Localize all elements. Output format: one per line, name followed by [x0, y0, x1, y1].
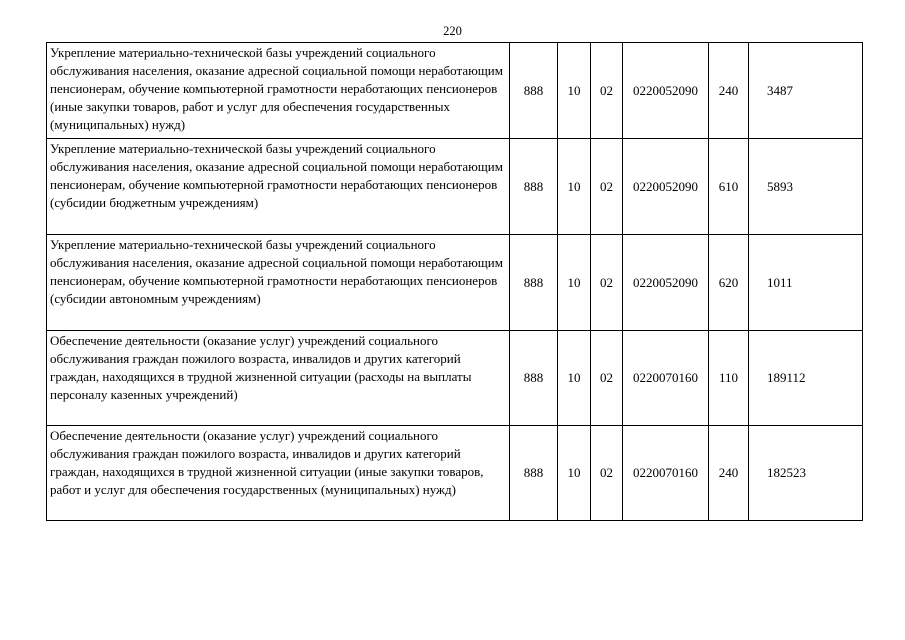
subsection-code: 02: [591, 235, 623, 331]
amount: 3487: [749, 43, 863, 139]
ministry-code: 888: [510, 235, 558, 331]
table-row: [47, 139, 863, 235]
budget-table: [46, 42, 863, 521]
row-description: Укрепление материально-технической базы учреждений социального обслуживания населения, оказание адресной социальной помощи неработающим пенсионерам, обучение компьютерной грамотности неработающих пенсионеров (субсидии бюджетным учреждениям): [47, 139, 510, 235]
subsection-code: 02: [591, 139, 623, 235]
ministry-code: 888: [510, 43, 558, 139]
expense-type-code: 110: [709, 331, 749, 426]
subsection-code: 02: [591, 43, 623, 139]
section-code: 10: [558, 426, 591, 521]
target-code: 0220052090: [623, 139, 709, 235]
row-description: Укрепление материально-технической базы учреждений социального обслуживания населения, оказание адресной социальной помощи неработающим пенсионерам, обучение компьютерной грамотности неработающих пенсионеров (субсидии автономным учреждениям): [47, 235, 510, 331]
table-row: [47, 235, 863, 331]
row-description: Обеспечение деятельности (оказание услуг) учреждений социального обслуживания граждан пожилого возраста, инвалидов и других категорий граждан, находящихся в трудной жизненной ситуации (расходы на выплаты персоналу казенных учреждений): [47, 331, 510, 426]
expense-type-code: 620: [709, 235, 749, 331]
section-code: 10: [558, 235, 591, 331]
row-description: Обеспечение деятельности (оказание услуг) учреждений социального обслуживания граждан пожилого возраста, инвалидов и других категорий граждан, находящихся в трудной жизненной ситуации (иные закупки товаров, работ и услуг для обеспечения государственных (муниципальных) нужд): [47, 426, 510, 521]
ministry-code: 888: [510, 426, 558, 521]
target-code: 0220070160: [623, 426, 709, 521]
expense-type-code: 240: [709, 426, 749, 521]
amount: 182523: [749, 426, 863, 521]
page-number: 220: [443, 24, 462, 38]
amount: 189112: [749, 331, 863, 426]
section-code: 10: [558, 331, 591, 426]
target-code: 0220052090: [623, 235, 709, 331]
amount: 5893: [749, 139, 863, 235]
table-row: [47, 426, 863, 521]
section-code: 10: [558, 139, 591, 235]
subsection-code: 02: [591, 331, 623, 426]
target-code: 0220052090: [623, 43, 709, 139]
table-row: [47, 331, 863, 426]
expense-type-code: 240: [709, 43, 749, 139]
expense-type-code: 610: [709, 139, 749, 235]
amount: 1011: [749, 235, 863, 331]
row-description: Укрепление материально-технической базы учреждений социального обслуживания населения, оказание адресной социальной помощи неработающим пенсионерам, обучение компьютерной грамотности неработающих пенсионеров (иные закупки товаров, работ и услуг для обеспечения государственных (муниципальных) нужд): [47, 43, 510, 139]
subsection-code: 02: [591, 426, 623, 521]
target-code: 0220070160: [623, 331, 709, 426]
section-code: 10: [558, 43, 591, 139]
ministry-code: 888: [510, 331, 558, 426]
table-row: [47, 43, 863, 139]
ministry-code: 888: [510, 139, 558, 235]
